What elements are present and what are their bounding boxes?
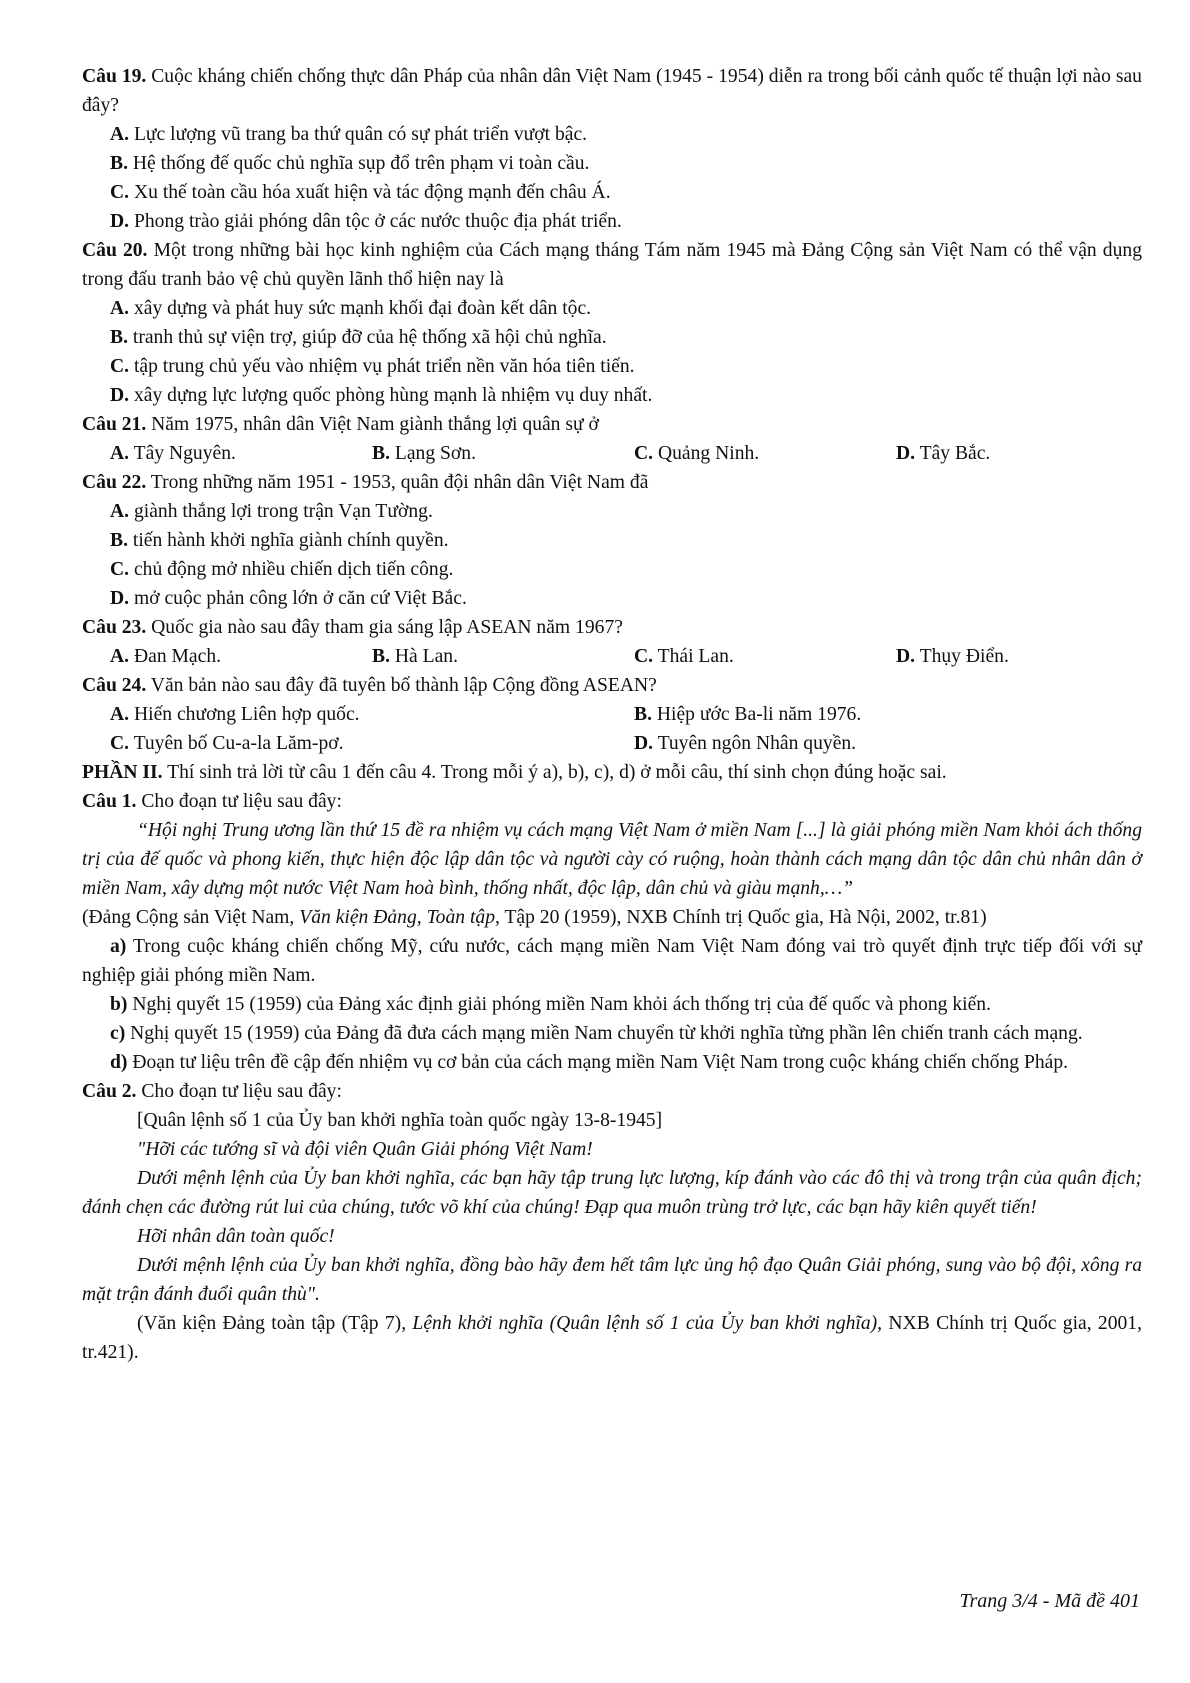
source-paragraph: Dưới mệnh lệnh của Ủy ban khởi nghĩa, đồng bào hãy đem hết tâm lực ủng hộ đạo Quân Giải phóng, sung vào bộ đội, xông ra mặt trận đánh đuổi quân thù". <box>82 1255 1142 1305</box>
option-key: D. <box>110 385 130 406</box>
option-key: A. <box>110 501 130 522</box>
option-text: Hiến chương Liên hợp quốc. <box>133 704 360 725</box>
source-paragraph: Dưới mệnh lệnh của Ủy ban khởi nghĩa, các bạn hãy tập trung lực lượng, kíp đánh vào các đô thị và trong trận của quân địch; đánh chẹn các đường rút lui của chúng, tước võ khí của chúng! Đạp qua muôn trùng trở lực, các bạn hãy kiên quyết tiến! <box>82 1168 1142 1218</box>
option-text: chủ động mở nhiều chiến dịch tiến công. <box>133 559 454 580</box>
question-text: Cho đoạn tư liệu sau đây: <box>141 1081 342 1102</box>
option-d <box>110 584 1142 613</box>
option-text: tranh thủ sự viện trợ, giúp đỡ của hệ thống xã hội chủ nghĩa. <box>132 327 607 348</box>
statement-key: b) <box>110 994 128 1015</box>
option-d <box>110 207 1142 236</box>
option-a <box>110 294 1142 323</box>
option-key: C. <box>110 182 130 203</box>
statement-d <box>82 1048 1142 1077</box>
option-b <box>110 323 1142 352</box>
option-text: Hà Lan. <box>394 646 458 667</box>
statement-text: Nghị quyết 15 (1959) của Đảng xác định giải phóng miền Nam khỏi ách thống trị của đế quốc và phong kiến. <box>132 994 991 1015</box>
option-text: Lạng Sơn. <box>394 443 476 464</box>
option-key: B. <box>110 530 128 551</box>
option-c <box>110 352 1142 381</box>
citation-text: NXB Chính trị Quốc gia, 2001, tr.421). <box>82 1313 1143 1363</box>
option-text: Phong trào giải phóng dân tộc ở các nước thuộc địa phát triển. <box>133 211 622 232</box>
citation-title: Lệnh khởi nghĩa (Quân lệnh số 1 của Ủy ban khởi nghĩa), <box>412 1313 883 1334</box>
question-text: Một trong những bài học kinh nghiệm của Cách mạng tháng Tám năm 1945 mà Đảng Cộng sản Việt Nam có thể vận dụng trong đấu tranh bảo vệ chủ quyền lãnh thổ hiện nay là <box>82 240 1142 290</box>
statement-text: Nghị quyết 15 (1959) của Đảng đã đưa cách mạng miền Nam chuyển từ khởi nghĩa từng phần lên chiến tranh cách mạng. <box>130 1023 1083 1044</box>
part2-question-2 <box>82 1077 1142 1106</box>
option-key: D. <box>110 588 130 609</box>
question-text: Quốc gia nào sau đây tham gia sáng lập ASEAN năm 1967? <box>151 617 623 638</box>
option-d <box>896 439 1158 468</box>
option-key: B. <box>372 646 390 667</box>
option-text: Tuyên bố Cu-a-la Lăm-pơ. <box>133 733 344 754</box>
option-b <box>372 642 634 671</box>
option-key: D. <box>634 733 654 754</box>
option-b <box>110 149 1142 178</box>
option-key: B. <box>634 704 652 725</box>
question-label: Câu 1. <box>82 791 137 812</box>
options-row <box>110 729 1142 758</box>
question-label: Câu 21. <box>82 414 147 435</box>
option-text: Thụy Điển. <box>919 646 1009 667</box>
question-text: Cho đoạn tư liệu sau đây: <box>141 791 342 812</box>
statement-text: Đoạn tư liệu trên đề cập đến nhiệm vụ cơ bản của cách mạng miền Nam Việt Nam trong cuộc kháng chiến chống Pháp. <box>132 1052 1069 1073</box>
option-c <box>634 642 896 671</box>
option-text: mở cuộc phản công lớn ở căn cứ Việt Bắc. <box>133 588 467 609</box>
question-21 <box>82 410 1142 439</box>
option-key: C. <box>110 733 130 754</box>
option-text: Xu thế toàn cầu hóa xuất hiện và tác động mạnh đến châu Á. <box>133 182 611 203</box>
question-text: Cuộc kháng chiến chống thực dân Pháp của nhân dân Việt Nam (1945 - 1954) diễn ra trong bối cảnh quốc tế thuận lợi nào sau đây? <box>82 66 1142 116</box>
citation-title: Văn kiện Đảng, Toàn tập <box>299 907 495 928</box>
option-c <box>110 729 634 758</box>
part2-question-1 <box>82 787 1142 816</box>
question-22 <box>82 468 1142 497</box>
option-key: C. <box>634 646 654 667</box>
citation-text: (Đảng Cộng sản Việt Nam, <box>82 907 300 928</box>
option-key: A. <box>110 704 130 725</box>
source-line: Hỡi nhân dân toàn quốc! <box>137 1226 335 1247</box>
source-heading: [Quân lệnh số 1 của Ủy ban khởi nghĩa toàn quốc ngày 13-8-1945] <box>137 1110 663 1131</box>
source-line: "Hỡi các tướng sĩ và đội viên Quân Giải phóng Việt Nam! <box>137 1139 593 1160</box>
statement-text: Trong cuộc kháng chiến chống Mỹ, cứu nước, cách mạng miền Nam Việt Nam đóng vai trò quyết định trực tiếp đối với sự nghiệp giải phóng miền Nam. <box>82 936 1143 986</box>
question-text: Năm 1975, nhân dân Việt Nam giành thắng lợi quân sự ở <box>151 414 599 435</box>
option-key: D. <box>896 443 916 464</box>
option-b <box>372 439 634 468</box>
option-key: A. <box>110 124 130 145</box>
options-row <box>110 700 1142 729</box>
question-24 <box>82 671 1142 700</box>
citation-text: (Văn kiện Đảng toàn tập (Tập 7), <box>137 1313 413 1334</box>
option-text: Quảng Ninh. <box>657 443 760 464</box>
option-b <box>110 526 1142 555</box>
exam-page <box>82 62 1142 1367</box>
statement-key: d) <box>110 1052 128 1073</box>
option-a <box>110 700 634 729</box>
options-row <box>110 642 1142 671</box>
option-text: Đan Mạch. <box>133 646 222 667</box>
option-key: C. <box>110 559 130 580</box>
option-key: A. <box>110 646 130 667</box>
option-text: Thái Lan. <box>657 646 734 667</box>
question-text: Văn bản nào sau đây đã tuyên bố thành lập Cộng đồng ASEAN? <box>150 675 657 696</box>
question-label: Câu 20. <box>82 240 148 261</box>
question-19 <box>82 62 1142 120</box>
option-d <box>896 642 1158 671</box>
option-text: Tuyên ngôn Nhân quyền. <box>657 733 857 754</box>
option-text: tập trung chủ yếu vào nhiệm vụ phát triển nền văn hóa tiên tiến. <box>133 356 635 377</box>
statement-key: a) <box>110 936 127 957</box>
source-citation <box>82 1309 1142 1367</box>
statement-a <box>82 932 1142 990</box>
option-text: xây dựng lực lượng quốc phòng hùng mạnh là nhiệm vụ duy nhất. <box>133 385 653 406</box>
option-text: Tây Bắc. <box>919 443 991 464</box>
question-label: Câu 23. <box>82 617 147 638</box>
option-b <box>634 700 1158 729</box>
option-text: Tây Nguyên. <box>133 443 236 464</box>
option-d <box>110 381 1142 410</box>
option-key: B. <box>372 443 390 464</box>
statement-key: c) <box>110 1023 126 1044</box>
option-key: D. <box>896 646 916 667</box>
part-instructions: Thí sinh trả lời từ câu 1 đến câu 4. Trong mỗi ý a), b), c), d) ở mỗi câu, thí sinh chọn đúng hoặc sai. <box>167 762 947 783</box>
option-d <box>634 729 1158 758</box>
question-20 <box>82 236 1142 294</box>
option-a <box>110 497 1142 526</box>
option-c <box>110 555 1142 584</box>
question-label: Câu 19. <box>82 66 147 87</box>
option-key: C. <box>634 443 654 464</box>
option-key: D. <box>110 211 130 232</box>
question-label: Câu 24. <box>82 675 147 696</box>
question-text: Trong những năm 1951 - 1953, quân đội nhân dân Việt Nam đã <box>150 472 649 493</box>
option-key: A. <box>110 298 130 319</box>
option-text: giành thắng lợi trong trận Vạn Tường. <box>133 501 433 522</box>
part-label: PHẦN II. <box>82 762 163 783</box>
option-a <box>110 120 1142 149</box>
option-c <box>634 439 896 468</box>
options-row <box>110 439 1142 468</box>
option-key: C. <box>110 356 130 377</box>
option-text: Lực lượng vũ trang ba thứ quân có sự phát triển vượt bậc. <box>133 124 588 145</box>
option-key: B. <box>110 153 128 174</box>
option-text: tiến hành khởi nghĩa giành chính quyền. <box>132 530 449 551</box>
part-2-heading <box>82 758 1142 787</box>
question-label: Câu 22. <box>82 472 147 493</box>
option-key: A. <box>110 443 130 464</box>
option-key: B. <box>110 327 128 348</box>
option-text: xây dựng và phát huy sức mạnh khối đại đoàn kết dân tộc. <box>133 298 592 319</box>
option-text: Hiệp ước Ba-li năm 1976. <box>656 704 862 725</box>
source-quote: “Hội nghị Trung ương lần thứ 15 đề ra nhiệm vụ cách mạng Việt Nam ở miền Nam [...] là giải phóng miền Nam khỏi ách thống trị của đế quốc và phong kiến, thực hiện độc lập dân tộc và người cày có ruộng, hoàn thành cách mạng dân tộc dân chủ nhân dân ở miền Nam, xây dựng một nước Việt Nam hoà bình, thống nhất, độc lập, dân chủ và giàu mạnh,…” <box>82 820 1142 899</box>
option-c <box>110 178 1142 207</box>
question-23 <box>82 613 1142 642</box>
page-footer: Trang 3/4 - Mã đề 401 <box>959 1590 1140 1612</box>
statement-c <box>82 1019 1142 1048</box>
source-citation <box>82 903 1142 932</box>
question-label: Câu 2. <box>82 1081 137 1102</box>
option-a <box>110 439 372 468</box>
option-a <box>110 642 372 671</box>
statement-b <box>82 990 1142 1019</box>
option-text: Hệ thống đế quốc chủ nghĩa sụp đổ trên phạm vi toàn cầu. <box>132 153 590 174</box>
citation-text: , Tập 20 (1959), NXB Chính trị Quốc gia, Hà Nội, 2002, tr.81) <box>495 907 987 928</box>
